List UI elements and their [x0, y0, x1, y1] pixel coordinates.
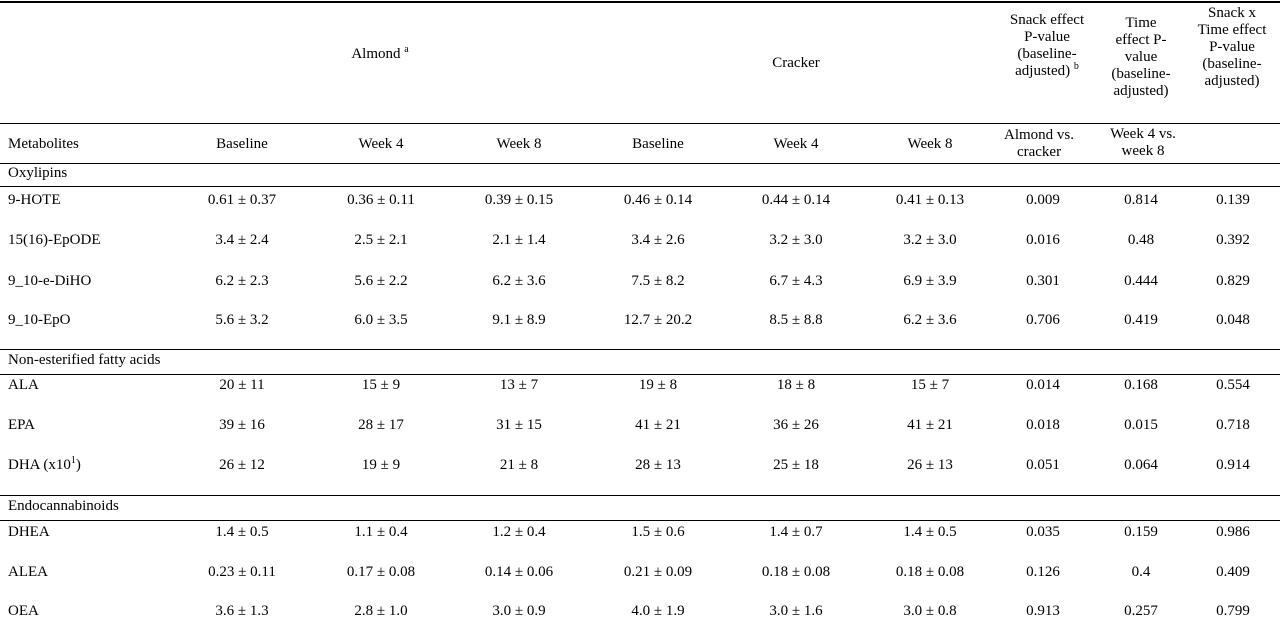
cell-c-w8: 6.9 ± 3.9 [903, 273, 957, 289]
cell-c-w4: 6.7 ± 4.3 [769, 273, 823, 289]
cell-a-w4: 15 ± 9 [361, 377, 401, 393]
cell-p-time: 0.48 [1127, 232, 1155, 248]
cell-c-w4: 1.4 ± 0.7 [769, 524, 823, 540]
cell-c-w8: 0.41 ± 0.13 [895, 192, 965, 208]
cell-a-w4: 19 ± 9 [361, 457, 401, 473]
cell-a-base: 3.6 ± 1.3 [215, 603, 269, 619]
metabolite-name: OEA [8, 603, 39, 619]
cell-a-base: 0.61 ± 0.37 [207, 192, 277, 208]
time-p-header: Time effect P-value (baseline-adjusted) [1111, 15, 1171, 99]
cell-a-w8: 21 ± 8 [499, 457, 539, 473]
cell-a-w8: 1.2 ± 0.4 [492, 524, 546, 540]
almond-week4-header: Week 4 [358, 136, 404, 152]
cell-c-w4: 36 ± 26 [773, 417, 819, 433]
cell-c-base: 7.5 ± 8.2 [631, 273, 685, 289]
metabolite-name: 9_10-e-DiHO [8, 273, 92, 289]
subheader-rule [0, 163, 1280, 164]
interaction-p-header: Snack x Time effect P-value (baseline-adjusted) [1197, 5, 1267, 89]
cracker-baseline-header: Baseline [632, 136, 684, 152]
cell-c-w4: 0.44 ± 0.14 [761, 192, 831, 208]
cell-a-w4: 2.5 ± 2.1 [354, 232, 408, 248]
cracker-week8-header: Week 8 [907, 136, 953, 152]
cell-p-inter: 0.914 [1216, 457, 1250, 473]
cell-c-w8: 26 ± 13 [907, 457, 953, 473]
almond-baseline-header: Baseline [216, 136, 268, 152]
cell-c-base: 1.5 ± 0.6 [631, 524, 685, 540]
snack-footnote-mark: b [1073, 61, 1079, 72]
cell-a-w8: 3.0 ± 0.9 [492, 603, 546, 619]
cell-a-w4: 0.36 ± 0.11 [347, 192, 415, 208]
cell-c-w8: 1.4 ± 0.5 [903, 524, 957, 540]
cell-p-snack: 0.051 [1026, 457, 1060, 473]
cell-p-inter: 0.409 [1216, 564, 1250, 580]
section-title: Endocannabinoids [8, 498, 119, 514]
cell-p-inter: 0.799 [1216, 603, 1250, 619]
cell-c-w4: 25 ± 18 [773, 457, 819, 473]
cell-a-w8: 0.14 ± 0.06 [484, 564, 554, 580]
cell-a-w4: 28 ± 17 [358, 417, 404, 433]
cell-c-base: 28 ± 13 [635, 457, 681, 473]
cell-c-w8: 3.0 ± 0.8 [903, 603, 957, 619]
cell-c-base: 41 ± 21 [635, 417, 681, 433]
snack-compare-header: Almond vs. cracker [1003, 127, 1074, 160]
metabolite-name: 9-HOTE [8, 192, 61, 208]
metabolite-name: ALEA [8, 564, 48, 580]
cell-p-time: 0.015 [1124, 417, 1158, 433]
cell-a-w4: 5.6 ± 2.2 [354, 273, 408, 289]
cell-p-time: 0.159 [1124, 524, 1158, 540]
cell-p-inter: 0.718 [1216, 417, 1250, 433]
cell-c-base: 3.4 ± 2.6 [631, 232, 685, 248]
metabolite-name: DHEA [8, 524, 50, 540]
cell-p-time: 0.4 [1131, 564, 1151, 580]
cell-p-inter: 0.139 [1216, 192, 1250, 208]
metabolite-name: 9_10-EpO [8, 312, 71, 328]
cell-a-base: 26 ± 12 [219, 457, 265, 473]
metabolite-name: ALA [8, 377, 39, 393]
cell-c-base: 4.0 ± 1.9 [631, 603, 685, 619]
cell-p-inter: 0.048 [1216, 312, 1250, 328]
cell-a-w4: 0.17 ± 0.08 [346, 564, 416, 580]
section-rule-endo [0, 520, 1280, 521]
metabolites-header: Metabolites [8, 136, 79, 152]
metabolite-name: EPA [8, 417, 35, 433]
cell-a-w4: 2.8 ± 1.0 [354, 603, 408, 619]
cell-a-w4: 1.1 ± 0.4 [354, 524, 408, 540]
almond-week8-header: Week 8 [496, 136, 542, 152]
cell-p-snack: 0.014 [1026, 377, 1060, 393]
cell-a-base: 0.23 ± 0.11 [208, 564, 276, 580]
cell-c-base: 12.7 ± 20.2 [623, 312, 693, 328]
section-top-rule-endo [0, 495, 1280, 496]
cell-a-w8: 2.1 ± 1.4 [492, 232, 546, 248]
cracker-header: Cracker [772, 55, 820, 71]
cell-a-base: 39 ± 16 [219, 417, 265, 433]
cell-c-w4: 8.5 ± 8.8 [769, 312, 823, 328]
cell-c-w8: 3.2 ± 3.0 [903, 232, 957, 248]
section-title: Oxylipins [8, 165, 68, 181]
cell-c-w4: 18 ± 8 [776, 377, 816, 393]
cell-p-snack: 0.706 [1026, 312, 1060, 328]
cell-a-w8: 9.1 ± 8.9 [492, 312, 546, 328]
cell-p-snack: 0.035 [1026, 524, 1060, 540]
almond-header: Almond $^a$ [351, 44, 409, 62]
cell-p-time: 0.257 [1124, 603, 1158, 619]
cracker-week4-header: Week 4 [773, 136, 819, 152]
cell-a-w8: 31 ± 15 [496, 417, 542, 433]
snack-p-header: Snack effect P-value (baseline-adjusted) $^b$ [1009, 12, 1085, 79]
cell-c-base: 0.46 ± 0.14 [623, 192, 693, 208]
cell-c-base: 0.21 ± 0.09 [623, 564, 693, 580]
metabolite-name: 15(16)-EpODE [8, 232, 101, 248]
time-compare-header: Week 4 vs. week 8 [1110, 126, 1176, 159]
cell-c-w4: 0.18 ± 0.08 [761, 564, 831, 580]
section-top-rule-nefa [0, 349, 1280, 350]
cell-a-base: 5.6 ± 3.2 [215, 312, 269, 328]
cell-c-w4: 3.2 ± 3.0 [769, 232, 823, 248]
cell-c-w8: 6.2 ± 3.6 [903, 312, 957, 328]
cell-p-inter: 0.392 [1216, 232, 1250, 248]
cell-c-w8: 41 ± 21 [907, 417, 953, 433]
cell-p-time: 0.168 [1124, 377, 1158, 393]
cell-a-w8: 0.39 ± 0.15 [484, 192, 554, 208]
cell-a-base: 1.4 ± 0.5 [215, 524, 269, 540]
top-rule [0, 1, 1280, 3]
cell-c-w8: 0.18 ± 0.08 [895, 564, 965, 580]
cell-p-snack: 0.016 [1026, 232, 1060, 248]
cell-p-time: 0.444 [1124, 273, 1158, 289]
cell-a-w8: 13 ± 7 [499, 377, 539, 393]
section-rule-oxylipins [0, 186, 1280, 187]
cell-a-base: 20 ± 11 [219, 377, 265, 393]
exponent: 1 [70, 455, 76, 466]
cell-p-time: 0.814 [1124, 192, 1158, 208]
metabolite-name: DHA $(x10^1)$ [8, 455, 81, 473]
cell-a-base: 3.4 ± 2.4 [215, 232, 269, 248]
cell-p-snack: 0.126 [1026, 564, 1060, 580]
cell-p-time: 0.064 [1124, 457, 1158, 473]
almond-footnote-mark: a [404, 44, 409, 55]
cell-p-snack: 0.913 [1026, 603, 1060, 619]
cell-p-snack: 0.009 [1026, 192, 1060, 208]
cell-a-w4: 6.0 ± 3.5 [354, 312, 408, 328]
cell-p-snack: 0.301 [1026, 273, 1060, 289]
section-title: Non-esterified fatty acids [8, 352, 161, 368]
cell-c-w4: 3.0 ± 1.6 [769, 603, 823, 619]
section-rule-nefa [0, 374, 1280, 375]
header-rule [0, 123, 1280, 124]
cell-c-w8: 15 ± 7 [910, 377, 950, 393]
cell-c-base: 19 ± 8 [638, 377, 678, 393]
cell-p-snack: 0.018 [1026, 417, 1060, 433]
cell-p-time: 0.419 [1124, 312, 1158, 328]
cell-p-inter: 0.829 [1216, 273, 1250, 289]
cell-p-inter: 0.986 [1216, 524, 1250, 540]
cell-a-base: 6.2 ± 2.3 [215, 273, 269, 289]
cell-a-w8: 6.2 ± 3.6 [492, 273, 546, 289]
cell-p-inter: 0.554 [1216, 377, 1250, 393]
